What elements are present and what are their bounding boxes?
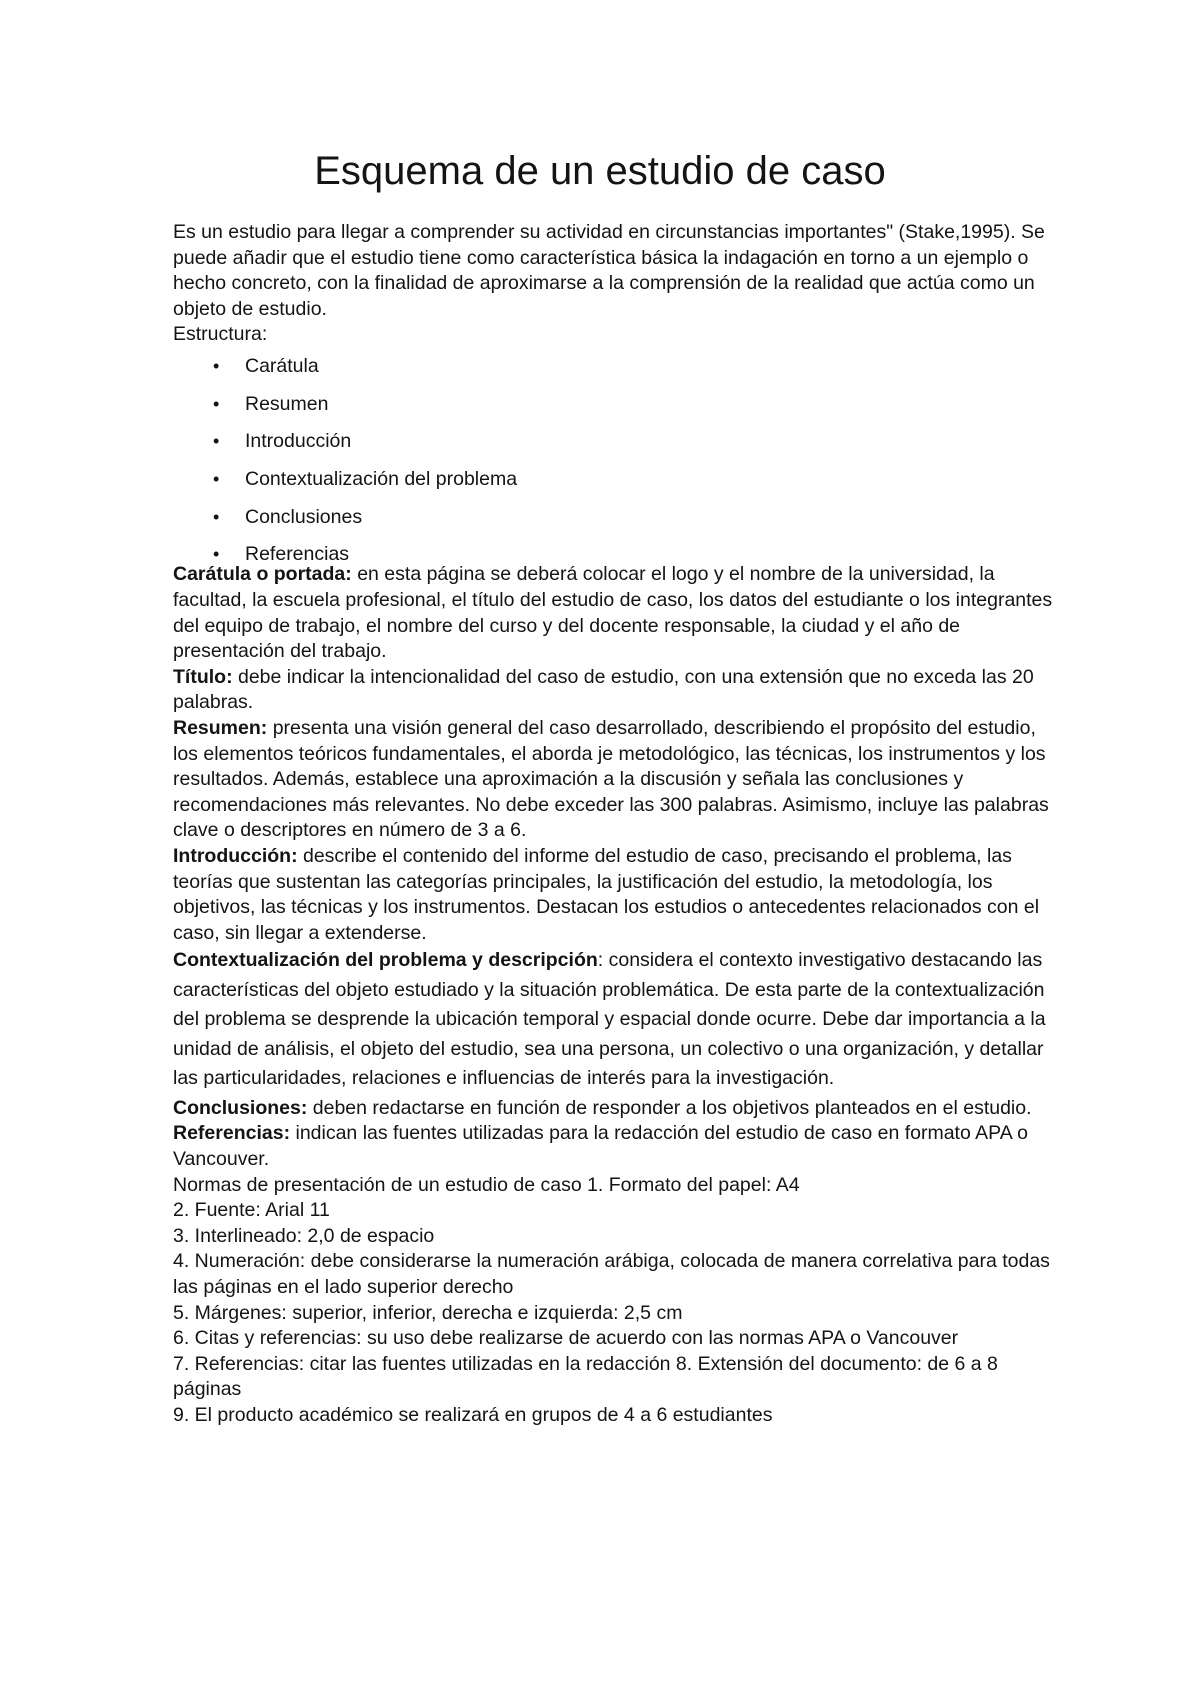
section-text: deben redactarse en función de responder a los objetivos planteados en el estudio. xyxy=(307,1096,1032,1119)
list-item: • Resumen xyxy=(173,386,1053,424)
list-item: • Contextualización del problema xyxy=(173,461,1053,499)
norm-item: 2. Fuente: Arial 11 xyxy=(173,1199,330,1222)
norm-item: 7. Referencias: citar las fuentes utilizadas en la redacción 8. Extensión del documento: de 6 a 8 páginas xyxy=(173,1352,998,1401)
norm-item: 6. Citas y referencias: su uso debe realizarse de acuerdo con las normas APA o Vancouver xyxy=(173,1327,959,1350)
section-text: indican las fuentes utilizadas para la redacción del estudio de caso en formato APA o Vancouver. xyxy=(173,1122,1028,1170)
section-term: Conclusiones: xyxy=(173,1096,308,1119)
section-caratula xyxy=(173,562,1053,664)
norm-item: 9. El producto académico se realizará en grupos de 4 a 6 estudiantes xyxy=(173,1403,773,1426)
section-term: Título: xyxy=(173,665,233,688)
section-referencias xyxy=(173,1121,1053,1172)
section-term: Contextualización del problema y descripción xyxy=(173,949,598,972)
section-text: presenta una visión general del caso desarrollado, describiendo el propósito del estudio, los elementos teóricos fundamentales, el aborda je metodológico, las técnicas, los instrumentos y los resultados. Además, establece una aproximación a la discusión y señala las conclusiones y recomendaciones más relevantes. No debe exceder las 300 palabras. Asimismo, incluye las palabras clave o descriptores en número de 3 a 6. xyxy=(173,716,1049,842)
structure-label: Estructura: xyxy=(173,323,268,346)
section-term: Referencias: xyxy=(173,1122,291,1145)
section-term: Carátula o portada: xyxy=(173,563,352,586)
section-titulo xyxy=(173,665,1053,716)
bullet-icon: • xyxy=(213,431,220,452)
list-item: • Conclusiones xyxy=(173,499,1053,537)
bullet-icon: • xyxy=(213,355,220,376)
norms-heading: Normas de presentación de un estudio de caso 1. Formato del papel: A4 xyxy=(173,1173,800,1196)
page-title: Esquema de un estudio de caso xyxy=(314,149,886,193)
section-term: Resumen: xyxy=(173,716,268,739)
section-text: : considera el contexto investigativo destacando las características del objeto estudiado y la situación problemática. De esta parte de la contextualización del problema se desprende la ubicación temporal y espacial donde ocurre. Debe dar importancia a la unidad de análisis, el objeto del estudio, sea una persona, un colectivo o una organización, y detallar las particularidades, relaciones e influencias de interés para la investigación. xyxy=(173,949,1046,1090)
list-item: • Introducción xyxy=(173,423,1053,461)
norm-item: 3. Interlineado: 2,0 de espacio xyxy=(173,1224,435,1247)
section-resumen xyxy=(173,716,1053,844)
bullet-icon: • xyxy=(213,469,220,490)
section-conclusiones xyxy=(173,1096,1053,1122)
intro-paragraph: Es un estudio para llegar a comprender su actividad en circunstancias importantes" (Stake,1995). Se puede añadir que el estudio tiene como característica básica la indagación en torno a un ejemplo o hecho concreto, con la finalidad de aproximarse a la comprensión de la realidad que actúa como un objeto de estudio. xyxy=(173,221,1045,320)
list-item: • Referencias xyxy=(173,536,1053,562)
section-contextualizacion xyxy=(173,946,1053,1094)
section-term: Introducción: xyxy=(173,844,298,867)
section-introduccion xyxy=(173,844,1053,946)
section-text: en esta página se deberá colocar el logo y el nombre de la universidad, la facultad, la escuela profesional, el título del estudio de caso, los datos del estudiante o los integrantes del equipo de trabajo, el nombre del curso y del docente responsable, la ciudad y el año de presentación del trabajo. xyxy=(173,563,1053,663)
bullet-icon: • xyxy=(213,506,220,527)
section-text: debe indicar la intencionalidad del caso de estudio, con una extensión que no exceda las 20 palabras. xyxy=(173,665,1034,714)
bullet-icon: • xyxy=(213,544,220,565)
bullet-icon: • xyxy=(213,393,220,414)
list-item: • Carátula xyxy=(173,348,1053,386)
section-text: describe el contenido del informe del estudio de caso, precisando el problema, las teorías que sustentan las categorías principales, la justificación del estudio, la metodología, los objetivos, las técnicas y los instrumentos. Destacan los estudios o antecedentes relacionados con el caso, sin llegar a extenderse. xyxy=(173,844,1040,944)
norm-item: 4. Numeración: debe considerarse la numeración arábiga, colocada de manera correlativa para todas las páginas en el lado superior derecho xyxy=(173,1250,1050,1298)
norm-item: 5. Márgenes: superior, inferior, derecha e izquierda: 2,5 cm xyxy=(173,1301,683,1324)
structure-list xyxy=(173,348,1053,566)
document-body xyxy=(173,220,1053,1429)
